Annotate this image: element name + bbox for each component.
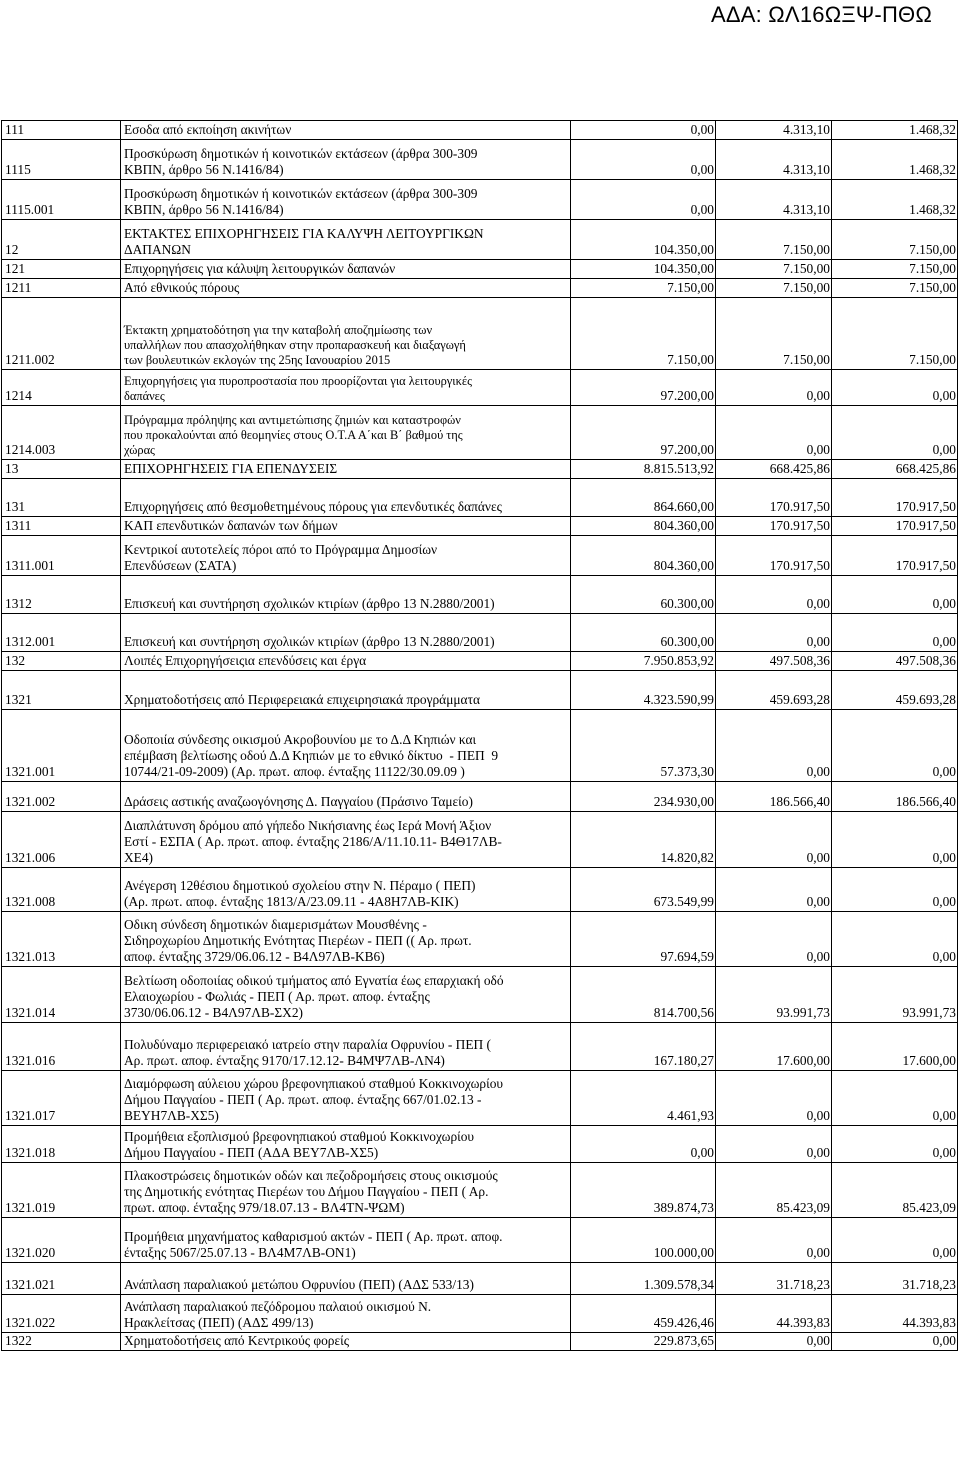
table-row xyxy=(2,536,958,576)
account-code-cell: 1311.001 xyxy=(2,536,121,576)
amount-collected-cell: 44.393,83 xyxy=(832,1295,958,1333)
amount-certified-cell: 0,00 xyxy=(716,576,832,614)
account-code-cell: 1321.001 xyxy=(2,710,121,782)
amount-certified-cell: 0,00 xyxy=(716,614,832,652)
table-row xyxy=(2,260,958,279)
description-cell: Έκτακτη χρηματοδότηση για την καταβολή αποζημίωσης των υπαλλήλων που απασχολήθηκαν στην προπαρασκευή και διαξαγωγή των βουλευτικών εκλογών της 25ης Ιανουαρίου 2015 xyxy=(121,298,571,370)
amount-certified-cell: 0,00 xyxy=(716,1333,832,1351)
amount-certified-cell: 85.423,09 xyxy=(716,1163,832,1218)
amount-certified-cell: 459.693,28 xyxy=(716,671,832,710)
description-cell: Προμήθεια μηχανήματος καθαρισμού ακτών - ΠΕΠ ( Αρ. πρωτ. αποφ. ένταξης 5067/25.07.13 - ΒΛ4Μ7ΛΒ-ΟΝ1) xyxy=(121,1218,571,1263)
description-cell: Κεντρικοί αυτοτελείς πόροι από το Πρόγραμμα Δημοσίων Επενδύσεων (ΣΑΤΑ) xyxy=(121,536,571,576)
amount-certified-cell: 4.313,10 xyxy=(716,121,832,140)
account-code-cell: 1321 xyxy=(2,671,121,710)
table-row xyxy=(2,1295,958,1333)
account-code-cell: 1322 xyxy=(2,1333,121,1351)
amount-budgeted-cell: 4.323.590,99 xyxy=(571,671,716,710)
amount-budgeted-cell: 7.150,00 xyxy=(571,279,716,298)
amount-budgeted-cell: 459.426,46 xyxy=(571,1295,716,1333)
amount-collected-cell: 497.508,36 xyxy=(832,652,958,671)
amount-certified-cell: 0,00 xyxy=(716,812,832,868)
amount-certified-cell: 0,00 xyxy=(716,868,832,912)
amount-collected-cell: 17.600,00 xyxy=(832,1023,958,1071)
amount-budgeted-cell: 104.350,00 xyxy=(571,260,716,279)
table-row xyxy=(2,1218,958,1263)
amount-budgeted-cell: 234.930,00 xyxy=(571,782,716,812)
amount-budgeted-cell: 100.000,00 xyxy=(571,1218,716,1263)
table-row xyxy=(2,220,958,260)
amount-budgeted-cell: 104.350,00 xyxy=(571,220,716,260)
amount-budgeted-cell: 60.300,00 xyxy=(571,576,716,614)
amount-certified-cell: 7.150,00 xyxy=(716,260,832,279)
amount-certified-cell: 4.313,10 xyxy=(716,140,832,180)
amount-budgeted-cell: 804.360,00 xyxy=(571,517,716,536)
amount-collected-cell: 0,00 xyxy=(832,370,958,406)
account-code-cell: 1321.006 xyxy=(2,812,121,868)
table-row xyxy=(2,671,958,710)
account-code-cell: 1321.018 xyxy=(2,1126,121,1163)
amount-budgeted-cell: 673.549,99 xyxy=(571,868,716,912)
account-code-cell: 1312 xyxy=(2,576,121,614)
description-cell: Οδοποιία σύνδεσης οικισμού Ακροβουνίου με το Δ.Δ Κηπιών και επέμβαση βελτίωσης οδού Δ.Δ Κηπιών με το εθνικό δίκτυο - ΠΕΠ 9 10744/21-09-2009) (Αρ. πρωτ. αποφ. ένταξης 11122/30.09.09 ) xyxy=(121,710,571,782)
amount-collected-cell: 1.468,32 xyxy=(832,180,958,220)
amount-budgeted-cell: 7.150,00 xyxy=(571,298,716,370)
account-code-cell: 1211 xyxy=(2,279,121,298)
description-cell: Πλακοστρώσεις δημοτικών οδών και πεζοδρομήσεις στους οικισμούς της Δημοτικής ενότητας Πιερέων του Δήμου Παγγαίου - ΠΕΠ ( Αρ. πρωτ. αποφ. ένταξης 979/18.07.13 - ΒΛ4ΤΝ-ΨΩΜ) xyxy=(121,1163,571,1218)
amount-collected-cell: 7.150,00 xyxy=(832,298,958,370)
description-cell: Χρηματοδοτήσεις από Περιφερειακά επιχειρησιακά προγράμματα xyxy=(121,671,571,710)
description-cell: Εσοδα από εκποίηση ακινήτων xyxy=(121,121,571,140)
description-cell: Χρηματοδοτήσεις από Κεντρικούς φορείς xyxy=(121,1333,571,1351)
table-row xyxy=(2,614,958,652)
account-code-cell: 1214 xyxy=(2,370,121,406)
amount-certified-cell: 17.600,00 xyxy=(716,1023,832,1071)
description-cell: Επιχορηγήσεις από θεσμοθετημένους πόρους για επενδυτικές δαπάνες xyxy=(121,479,571,517)
amount-budgeted-cell: 0,00 xyxy=(571,180,716,220)
description-cell: Προμήθεια εξοπλισμού βρεφονηπιακού σταθμού Κοκκινοχωρίου Δήμου Παγγαίου - ΠΕΠ (ΑΔΑ ΒΕΥ7ΛΒ-ΧΣ5) xyxy=(121,1126,571,1163)
amount-certified-cell: 0,00 xyxy=(716,370,832,406)
amount-collected-cell: 0,00 xyxy=(832,812,958,868)
amount-collected-cell: 1.468,32 xyxy=(832,121,958,140)
amount-collected-cell: 668.425,86 xyxy=(832,460,958,479)
description-cell: Επισκευή και συντήρηση σχολικών κτιρίων (άρθρο 13 Ν.2880/2001) xyxy=(121,576,571,614)
account-code-cell: 121 xyxy=(2,260,121,279)
table-row xyxy=(2,479,958,517)
amount-collected-cell: 1.468,32 xyxy=(832,140,958,180)
amount-budgeted-cell: 229.873,65 xyxy=(571,1333,716,1351)
amount-collected-cell: 0,00 xyxy=(832,1333,958,1351)
amount-collected-cell: 31.718,23 xyxy=(832,1263,958,1295)
amount-certified-cell: 0,00 xyxy=(716,912,832,967)
account-code-cell: 1115 xyxy=(2,140,121,180)
description-cell: Προσκύρωση δημοτικών ή κοινοτικών εκτάσεων (άρθρα 300-309 ΚΒΠΝ, άρθρο 56 Ν.1416/84) xyxy=(121,180,571,220)
table-row xyxy=(2,710,958,782)
account-code-cell: 1321.002 xyxy=(2,782,121,812)
amount-budgeted-cell: 57.373,30 xyxy=(571,710,716,782)
account-code-cell: 1321.020 xyxy=(2,1218,121,1263)
amount-collected-cell: 0,00 xyxy=(832,1071,958,1126)
amount-certified-cell: 44.393,83 xyxy=(716,1295,832,1333)
amount-budgeted-cell: 804.360,00 xyxy=(571,536,716,576)
amount-certified-cell: 0,00 xyxy=(716,406,832,460)
description-cell: Ανάπλαση παραλιακού πεζόδρομου παλαιού οικισμού Ν. Ηρακλείτσας (ΠΕΠ) (ΑΔΣ 499/13) xyxy=(121,1295,571,1333)
account-code-cell: 1311 xyxy=(2,517,121,536)
table-row xyxy=(2,1023,958,1071)
description-cell: Λοιπές Επιχορηγήσειςια επενδύσεις και έργα xyxy=(121,652,571,671)
amount-budgeted-cell: 97.200,00 xyxy=(571,370,716,406)
amount-budgeted-cell: 389.874,73 xyxy=(571,1163,716,1218)
description-cell: Διαπλάτυνση δρόμου από γήπεδο Νικήσιανης έως Ιερά Μονή Άξιον Εστί - ΕΣΠΑ ( Αρ. πρωτ. αποφ. ένταξης 2186/Α/11.10.11- Β4Θ17ΛΒ- ΧΕ4) xyxy=(121,812,571,868)
table-row xyxy=(2,812,958,868)
amount-collected-cell: 0,00 xyxy=(832,868,958,912)
amount-budgeted-cell: 4.461,93 xyxy=(571,1071,716,1126)
amount-collected-cell: 0,00 xyxy=(832,710,958,782)
amount-budgeted-cell: 0,00 xyxy=(571,140,716,180)
amount-budgeted-cell: 864.660,00 xyxy=(571,479,716,517)
account-code-cell: 1321.021 xyxy=(2,1263,121,1295)
table-row xyxy=(2,1126,958,1163)
description-cell: Προσκύρωση δημοτικών ή κοινοτικών εκτάσεων (άρθρα 300-309 ΚΒΠΝ, άρθρο 56 Ν.1416/84) xyxy=(121,140,571,180)
description-cell: ΕΚΤΑΚΤΕΣ ΕΠΙΧΟΡΗΓΗΣΕΙΣ ΓΙΑ ΚΑΛΥΨΗ ΛΕΙΤΟΥΡΓΙΚΩΝ ΔΑΠΑΝΩΝ xyxy=(121,220,571,260)
table-row xyxy=(2,1163,958,1218)
amount-collected-cell: 7.150,00 xyxy=(832,279,958,298)
amount-certified-cell: 31.718,23 xyxy=(716,1263,832,1295)
amount-collected-cell: 85.423,09 xyxy=(832,1163,958,1218)
table-row xyxy=(2,576,958,614)
amount-collected-cell: 0,00 xyxy=(832,1218,958,1263)
account-code-cell: 12 xyxy=(2,220,121,260)
description-cell: Επισκευή και συντήρηση σχολικών κτιρίων (άρθρο 13 Ν.2880/2001) xyxy=(121,614,571,652)
table-row xyxy=(2,967,958,1023)
amount-collected-cell: 7.150,00 xyxy=(832,220,958,260)
table-row xyxy=(2,460,958,479)
table-row xyxy=(2,912,958,967)
amount-certified-cell: 7.150,00 xyxy=(716,298,832,370)
amount-budgeted-cell: 814.700,56 xyxy=(571,967,716,1023)
description-cell: Επιχορηγήσεις για πυροπροστασία που προορίζονται για λειτουργικές δαπάνες xyxy=(121,370,571,406)
amount-certified-cell: 170.917,50 xyxy=(716,517,832,536)
table-row xyxy=(2,652,958,671)
amount-collected-cell: 459.693,28 xyxy=(832,671,958,710)
ada-number: ΑΔΑ: ΩΛ16ΩΞΨ-ΠΘΩ xyxy=(711,2,932,27)
amount-collected-cell: 93.991,73 xyxy=(832,967,958,1023)
amount-collected-cell: 170.917,50 xyxy=(832,536,958,576)
amount-certified-cell: 170.917,50 xyxy=(716,479,832,517)
account-code-cell: 1321.008 xyxy=(2,868,121,912)
amount-collected-cell: 170.917,50 xyxy=(832,479,958,517)
account-code-cell: 132 xyxy=(2,652,121,671)
amount-collected-cell: 0,00 xyxy=(832,614,958,652)
description-cell: Δράσεις αστικής αναζωογόνησης Δ. Παγγαίου (Πράσινο Ταμείο) xyxy=(121,782,571,812)
amount-certified-cell: 4.313,10 xyxy=(716,180,832,220)
amount-certified-cell: 0,00 xyxy=(716,1071,832,1126)
description-cell: Οδικη σύνδεση δημοτικών διαμερισμάτων Μουσθένης - Σιδηροχωρίου Δημοτικής Ενότητας Πιερέων - ΠΕΠ (( Αρ. πρωτ. αποφ. ένταξης 3729/06.06.12 - Β4Λ97ΛΒ-ΚΒ6) xyxy=(121,912,571,967)
table-row xyxy=(2,298,958,370)
description-cell: Πρόγραμμα πρόληψης και αντιμετώπισης ζημιών και καταστροφών που προκαλούνται από θεομηνίες στους Ο.Τ.Α Α΄και Β΄ βαθμού της χώρας xyxy=(121,406,571,460)
amount-budgeted-cell: 167.180,27 xyxy=(571,1023,716,1071)
amount-collected-cell: 170.917,50 xyxy=(832,517,958,536)
amount-certified-cell: 7.150,00 xyxy=(716,279,832,298)
description-cell: Ανάπλαση παραλιακού μετώπου Οφρυνίου (ΠΕΠ) (ΑΔΣ 533/13) xyxy=(121,1263,571,1295)
account-code-cell: 1312.001 xyxy=(2,614,121,652)
table-row xyxy=(2,140,958,180)
amount-certified-cell: 93.991,73 xyxy=(716,967,832,1023)
amount-budgeted-cell: 0,00 xyxy=(571,121,716,140)
table-row xyxy=(2,1263,958,1295)
amount-collected-cell: 186.566,40 xyxy=(832,782,958,812)
table-row xyxy=(2,1071,958,1126)
table-row xyxy=(2,279,958,298)
description-cell: ΚΑΠ επενδυτικών δαπανών των δήμων xyxy=(121,517,571,536)
description-cell: Επιχορηγήσεις για κάλυψη λειτουργικών δαπανών xyxy=(121,260,571,279)
amount-collected-cell: 0,00 xyxy=(832,576,958,614)
description-cell: Διαμόρφωση αύλειου χώρου βρεφονηπιακού σταθμού Κοκκινοχωρίου Δήμου Παγγαίου - ΠΕΠ ( Αρ. πρωτ. αποφ. ένταξης 667/01.02.13 - ΒΕΥΗ7ΛΒ-ΧΣ5) xyxy=(121,1071,571,1126)
amount-budgeted-cell: 0,00 xyxy=(571,1126,716,1163)
amount-certified-cell: 0,00 xyxy=(716,710,832,782)
description-cell: Ανέγερση 12θέσιου δημοτικού σχολείου στην Ν. Πέραμο ( ΠΕΠ) (Αρ. πρωτ. αποφ. ένταξης 1813/Α/23.09.11 - 4Α8Η7ΛΒ-ΚΙΚ) xyxy=(121,868,571,912)
table-row xyxy=(2,121,958,140)
account-code-cell: 1211.002 xyxy=(2,298,121,370)
amount-certified-cell: 0,00 xyxy=(716,1126,832,1163)
account-code-cell: 1115.001 xyxy=(2,180,121,220)
amount-certified-cell: 7.150,00 xyxy=(716,220,832,260)
description-cell: Βελτίωση οδοποιίας οδικού τμήματος από Εγνατία έως επαρχιακή οδό Ελαιοχωρίου - Φωλιάς - ΠΕΠ ( Αρ. πρωτ. αποφ. ένταξης 3730/06.06.12 - Β4Λ97ΛΒ-ΣΧ2) xyxy=(121,967,571,1023)
account-code-cell: 1321.014 xyxy=(2,967,121,1023)
table-row xyxy=(2,370,958,406)
account-code-cell: 131 xyxy=(2,479,121,517)
table-row xyxy=(2,517,958,536)
budget-table-body xyxy=(2,121,958,1351)
description-cell: Πολυδύναμο περιφερειακό ιατρείο στην παραλία Οφρυνίου - ΠΕΠ ( Αρ. πρωτ. αποφ. ένταξης 9170/17.12.12- Β4ΜΨ7ΛΒ-ΛΝ4) xyxy=(121,1023,571,1071)
amount-budgeted-cell: 60.300,00 xyxy=(571,614,716,652)
table-row xyxy=(2,180,958,220)
table-row xyxy=(2,406,958,460)
table-row xyxy=(2,782,958,812)
amount-collected-cell: 7.150,00 xyxy=(832,260,958,279)
amount-budgeted-cell: 8.815.513,92 xyxy=(571,460,716,479)
account-code-cell: 13 xyxy=(2,460,121,479)
amount-budgeted-cell: 97.694,59 xyxy=(571,912,716,967)
budget-table xyxy=(1,120,958,1351)
account-code-cell: 1321.022 xyxy=(2,1295,121,1333)
amount-budgeted-cell: 7.950.853,92 xyxy=(571,652,716,671)
amount-certified-cell: 170.917,50 xyxy=(716,536,832,576)
amount-budgeted-cell: 97.200,00 xyxy=(571,406,716,460)
amount-certified-cell: 497.508,36 xyxy=(716,652,832,671)
description-cell: ΕΠΙΧΟΡΗΓΗΣΕΙΣ ΓΙΑ ΕΠΕΝΔΥΣΕΙΣ xyxy=(121,460,571,479)
table-row xyxy=(2,868,958,912)
description-cell: Από εθνικούς πόρους xyxy=(121,279,571,298)
amount-collected-cell: 0,00 xyxy=(832,406,958,460)
amount-budgeted-cell: 1.309.578,34 xyxy=(571,1263,716,1295)
account-code-cell: 1321.017 xyxy=(2,1071,121,1126)
account-code-cell: 1321.013 xyxy=(2,912,121,967)
amount-collected-cell: 0,00 xyxy=(832,912,958,967)
table-row xyxy=(2,1333,958,1351)
amount-budgeted-cell: 14.820,82 xyxy=(571,812,716,868)
amount-certified-cell: 668.425,86 xyxy=(716,460,832,479)
amount-collected-cell: 0,00 xyxy=(832,1126,958,1163)
account-code-cell: 1321.019 xyxy=(2,1163,121,1218)
amount-certified-cell: 186.566,40 xyxy=(716,782,832,812)
account-code-cell: 1214.003 xyxy=(2,406,121,460)
account-code-cell: 111 xyxy=(2,121,121,140)
amount-certified-cell: 0,00 xyxy=(716,1218,832,1263)
account-code-cell: 1321.016 xyxy=(2,1023,121,1071)
